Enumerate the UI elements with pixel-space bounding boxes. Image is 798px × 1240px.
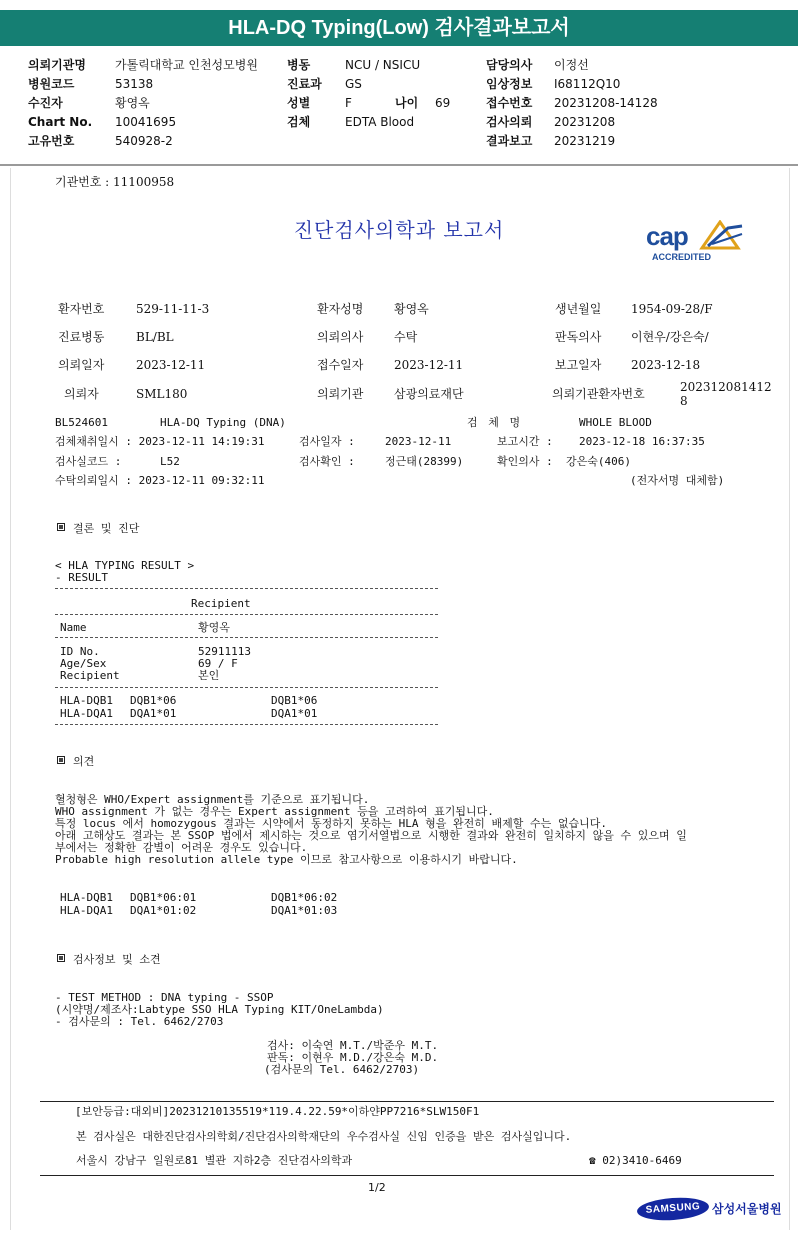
opinion-line: WHO assignment 가 없는 경우는 Expert assignment 등을 고려하여 표기됩니다. bbox=[55, 805, 494, 818]
patient-label: 판독의사 bbox=[555, 330, 602, 344]
divider bbox=[55, 637, 438, 638]
patient-value: 2023-12-11 bbox=[394, 358, 464, 372]
square-bullet-icon bbox=[57, 954, 65, 962]
allele-value: DQB1*06 bbox=[271, 694, 318, 707]
report-title: 진단검사의학과 보고서 bbox=[293, 218, 505, 242]
certification-line: 본 검사실은 대한진단검사의학회/진단검사의학재단의 우수검사실 신임 인증을 받은 검사실입니다. bbox=[76, 1130, 572, 1143]
cap-emblem-icon bbox=[698, 220, 746, 250]
patient-label: 의뢰자 bbox=[64, 387, 99, 401]
header-row: 병동 NCU / NSICU bbox=[287, 58, 421, 72]
section-conclusion: 결론 및 진단 bbox=[57, 523, 139, 535]
patient-label: 의뢰의사 bbox=[317, 330, 364, 344]
test-date-label: 검사일자 : bbox=[299, 435, 355, 448]
header-row: 검사의뢰 20231208 bbox=[486, 115, 616, 129]
agesex-value: 69 / F bbox=[198, 657, 238, 670]
method-line: (시약명/제조사:Labtype SSO HLA Typing KIT/OneLambda) bbox=[55, 1003, 384, 1016]
page-number: 1/2 bbox=[368, 1181, 386, 1194]
report-time-label: 보고시간 : bbox=[497, 435, 553, 448]
specimen-value: WHOLE BLOOD bbox=[579, 416, 652, 429]
opinion-line: 아래 고해상도 결과는 본 SSOP 법에서 제시하는 것으로 염기서열법으로 시행한 결과와 완전히 일치하지 않을 수 있으며 일 bbox=[55, 829, 687, 842]
signature-line: (검사문의 Tel. 6462/2703) bbox=[264, 1063, 420, 1076]
square-bullet-icon bbox=[57, 523, 65, 531]
patient-label: 환자성명 bbox=[317, 302, 364, 316]
allele-value: DQB1*06 bbox=[130, 694, 177, 707]
patient-label: 생년월일 bbox=[555, 302, 602, 316]
patient-value: SML180 bbox=[136, 387, 188, 401]
patient-value: 1954-09-28/F bbox=[631, 302, 713, 316]
header-row: 고유번호 540928-2 bbox=[28, 134, 173, 148]
square-bullet-icon bbox=[57, 756, 65, 764]
footer-rule bbox=[40, 1175, 774, 1176]
doctor-value: 강은숙(406) bbox=[566, 455, 631, 468]
name-value: 황영옥 bbox=[198, 621, 230, 634]
id-value: 52911113 bbox=[198, 645, 251, 658]
section-test-info: 검사정보 및 소견 bbox=[57, 954, 161, 966]
test-name: HLA-DQ Typing (DNA) bbox=[160, 416, 286, 429]
header-row: 검체 EDTA Blood bbox=[287, 115, 415, 129]
patient-label: 의뢰일자 bbox=[58, 358, 105, 372]
result-subtitle: - RESULT bbox=[55, 571, 108, 584]
allele-value: DQA1*01 bbox=[271, 707, 318, 720]
header-row: 성별 F 나이 69 bbox=[287, 96, 451, 110]
header-col1 bbox=[28, 56, 258, 151]
report-time-value: 2023-12-18 16:37:35 bbox=[579, 435, 705, 448]
header-divider bbox=[0, 164, 798, 166]
collect-time: 검체채취일시 : 2023-12-11 14:19:31 bbox=[55, 435, 265, 448]
allele-value: DQB1*06:01 bbox=[130, 891, 197, 904]
header-row: 의뢰기관명 가톨릭대학교 인천성모병원 bbox=[28, 58, 258, 72]
header-row: 병원코드 53138 bbox=[28, 77, 154, 91]
header-row: 접수번호 20231208-14128 bbox=[486, 96, 658, 110]
divider bbox=[55, 614, 438, 615]
signature-line: 검사: 이숙연 M.T./박준우 M.T. bbox=[267, 1039, 439, 1052]
patient-label: 의뢰기관환자번호 bbox=[552, 387, 645, 401]
patient-value: 수탁 bbox=[394, 330, 418, 344]
patient-label: 의뢰기관 bbox=[317, 387, 364, 401]
esign-note: (전자서명 대체함) bbox=[630, 474, 725, 487]
room-label: 검사실코드 : bbox=[55, 455, 122, 468]
patient-label: 보고일자 bbox=[555, 358, 602, 372]
opinion-line: 혈청형은 WHO/Expert assignment를 기준으로 표기됩니다. bbox=[55, 793, 370, 806]
patient-value: 황영옥 bbox=[394, 302, 429, 316]
patient-value: BL/BL bbox=[136, 330, 174, 344]
method-line: - TEST METHOD : DNA typing - SSOP bbox=[55, 991, 274, 1004]
patient-label: 접수일자 bbox=[317, 358, 364, 372]
patient-value: 삼광의료재단 bbox=[394, 387, 464, 401]
patient-value: 2023-12-11 bbox=[136, 358, 206, 372]
header-row: Chart No. 10041695 bbox=[28, 115, 177, 129]
header-row: 담당의사 이정선 bbox=[486, 58, 589, 72]
allele-locus: HLA-DQA1 bbox=[60, 904, 113, 917]
divider bbox=[55, 687, 438, 688]
check-value: 정근태(28399) bbox=[385, 455, 464, 468]
check-label: 검사확인 : bbox=[299, 455, 355, 468]
allele-value: DQA1*01:02 bbox=[130, 904, 197, 917]
institution-number: 기관번호 : 11100958 bbox=[55, 175, 175, 189]
name-label: Name bbox=[60, 621, 87, 634]
header-row: 진료과 GS bbox=[287, 77, 362, 91]
cap-logo: cap ACCREDITED bbox=[640, 220, 750, 266]
samsung-logo: SAMSUNG bbox=[636, 1196, 709, 1223]
patient-value: 8 bbox=[680, 394, 688, 408]
specimen-label: 검 체 명 bbox=[467, 416, 523, 429]
opinion-line: 부에서는 정확한 감별이 어려운 경우도 있습니다. bbox=[55, 841, 308, 854]
recipient-value: 본인 bbox=[198, 669, 220, 682]
signature-line: 판독: 이현우 M.D./강은숙 M.D. bbox=[267, 1051, 439, 1064]
doctor-label: 확인의사 : bbox=[497, 455, 553, 468]
footer-rule bbox=[40, 1101, 774, 1102]
allele-value: DQB1*06:02 bbox=[271, 891, 338, 904]
divider bbox=[55, 588, 438, 589]
receive-time: 수탁의뢰일시 : 2023-12-11 09:32:11 bbox=[55, 474, 265, 487]
patient-label: 환자번호 bbox=[58, 302, 105, 316]
opinion-line: 특정 locus 에서 homozygous 결과는 시약에서 동정하지 못하는 HLA 형을 완전히 배제할 수는 없습니다. bbox=[55, 817, 607, 830]
allele-locus: HLA-DQB1 bbox=[60, 694, 113, 707]
agesex-label: Age/Sex bbox=[60, 657, 107, 670]
allele-locus: HLA-DQB1 bbox=[60, 891, 113, 904]
section-opinion: 의견 bbox=[57, 756, 94, 768]
allele-locus: HLA-DQA1 bbox=[60, 707, 113, 720]
report-banner: HLA-DQ Typing(Low) 검사결과보고서 bbox=[0, 10, 798, 46]
divider bbox=[55, 724, 438, 725]
patient-value: 529-11-11-3 bbox=[136, 302, 210, 316]
method-line: - 검사문의 : Tel. 6462/2703 bbox=[55, 1015, 224, 1028]
test-code: BL524601 bbox=[55, 416, 108, 429]
hospital-name: 삼성서울병원 bbox=[712, 1202, 782, 1216]
phone-line: ☎ 02)3410-6469 bbox=[589, 1154, 682, 1167]
opinion-line: Probable high resolution allele type 이므로 참고사항으로 이용하시기 바랍니다. bbox=[55, 853, 518, 866]
header-col3 bbox=[486, 56, 658, 151]
room-value: L52 bbox=[160, 455, 180, 468]
patient-value: 이현우/강은숙/ bbox=[631, 330, 709, 344]
header-col2 bbox=[287, 56, 450, 132]
test-date-value: 2023-12-11 bbox=[385, 435, 452, 448]
patient-value: 2023-12-18 bbox=[631, 358, 701, 372]
header-row: 결과보고 20231219 bbox=[486, 134, 616, 148]
header-row: 임상정보 I68112Q10 bbox=[486, 77, 621, 91]
patient-value: 202312081412 bbox=[680, 380, 772, 394]
allele-value: DQA1*01 bbox=[130, 707, 177, 720]
patient-label: 진료병동 bbox=[58, 330, 105, 344]
recipient-label: Recipient bbox=[60, 669, 120, 682]
address-line: 서울시 강남구 일원로81 별관 지하2층 진단검사의학과 bbox=[76, 1154, 353, 1167]
result-title: < HLA TYPING RESULT > bbox=[55, 559, 195, 572]
security-line: [보안등급:대외비]20231210135519*119.4.22.59*이하얀PP7216*SLW150F1 bbox=[75, 1105, 480, 1118]
header-row: 수진자 황영옥 bbox=[28, 96, 150, 110]
allele-value: DQA1*01:03 bbox=[271, 904, 338, 917]
recipient-header: Recipient bbox=[191, 597, 251, 610]
id-label: ID No. bbox=[60, 645, 100, 658]
